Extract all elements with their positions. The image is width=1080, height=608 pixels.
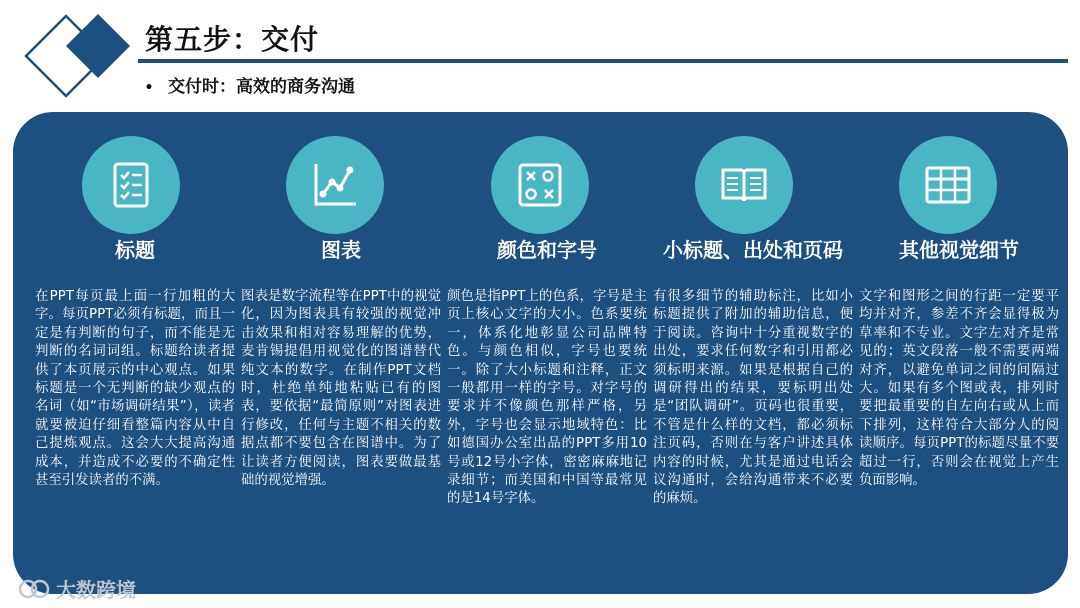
line-chart-icon-badge [286,136,384,234]
diamond-logo-icon [18,10,138,100]
column-heading: 颜色和字号 [497,238,597,262]
column-heading: 其他视觉细节 [899,238,1019,262]
table-grid-icon [923,160,973,210]
page-title: 第五步：交付 [145,23,320,56]
line-chart-icon [310,160,360,210]
column-heading: 图表 [321,238,361,262]
column-heading: 小标题、出处和页码 [663,238,843,262]
watermark-logo-icon [18,576,52,602]
strategy-board-icon-badge [491,136,589,234]
column-body-text: 文字和图形之间的行距一定要平均并对齐，参差不齐会显得极为草率和不专业。文字左对齐是常见的；英文段落一般不需要两端对齐，以避免单词之间的间隔过大。如果有多个图或表，排列时要把最重要的自左向右或从上而下排列，这样符合大部分人的阅读顺序。每页PPT的标题尽量不要超过一行，否则会在视觉上产生负面影响。 [859,289,1059,489]
column-body-text: 有很多细节的辅助标注，比如小标题提供了附加的辅助信息，便于阅读。咨询中十分重视数字的出处，要求任何数字和引用都必须标明来源。如果是根据自己的调研得出的结果，要标明出处是“团队调研”。页码也很重要，不管是什么样的文档，都必须标注页码，否则在与客户讲述具体内容的时候，尤其是通过电话会议沟通时，会给沟通带来不必要的麻烦。 [653,289,853,507]
open-book-icon [719,160,769,210]
strategy-board-icon [515,160,565,210]
subtitle-text: 交付时：高效的商务沟通 [168,77,355,97]
table-grid-icon-badge [899,136,997,234]
bullet-dot-icon: • [144,80,154,96]
title-divider [138,59,1068,63]
content-panel [13,112,1068,594]
watermark-text: 大数跨境 [56,578,136,602]
checklist-icon-badge [82,136,180,234]
column-body-text: 颜色是指PPT上的色系，字号是主页上核心文字的大小。色系要统一，体系化地彰显公司品牌特色。与颜色相似，字号也要统一。除了大小标题和注释，正文一般都用一样的字号。对字号的要求并不像颜色那样严格，另外，字号也会显示地域特色：比如德国办公室出品的PPT多用10号或12号小字体，密密麻麻地记录细节；而美国和中国等最常见的是14号字体。 [447,289,647,507]
column-body-text: 图表是数字流程等在PPT中的视觉化，因为图表具有较强的视觉冲击效果和相对容易理解的优势，麦肯锡提倡用视觉化的图谱替代纯文本的数字。在制作PPT文档时，杜绝单纯地粘贴已有的图表，要依据“最简原则”对图表进行修改，任何与主题不相关的数据点都不要包含在图谱中。为了让读者方便阅读，图表要做最基础的视觉增强。 [241,289,441,489]
checklist-icon [106,160,156,210]
open-book-icon-badge [695,136,793,234]
subtitle-bullet [140,72,355,97]
column-heading: 标题 [115,238,155,262]
watermark [18,574,178,604]
column-body-text: 在PPT每页最上面一行加粗的大字。每页PPT必须有标题，而且一定是有判断的句子，而不能是无判断的名词词组。标题给读者提供了本页展示的中心观点。如果标题是一个无判断的缺少观点的名词（如“市场调研结果”），读者就要被迫仔细看整篇内容从中自己提炼观点。这会大大提高沟通成本，并造成不必要的不确定性甚至引发读者的不满。 [35,289,235,489]
